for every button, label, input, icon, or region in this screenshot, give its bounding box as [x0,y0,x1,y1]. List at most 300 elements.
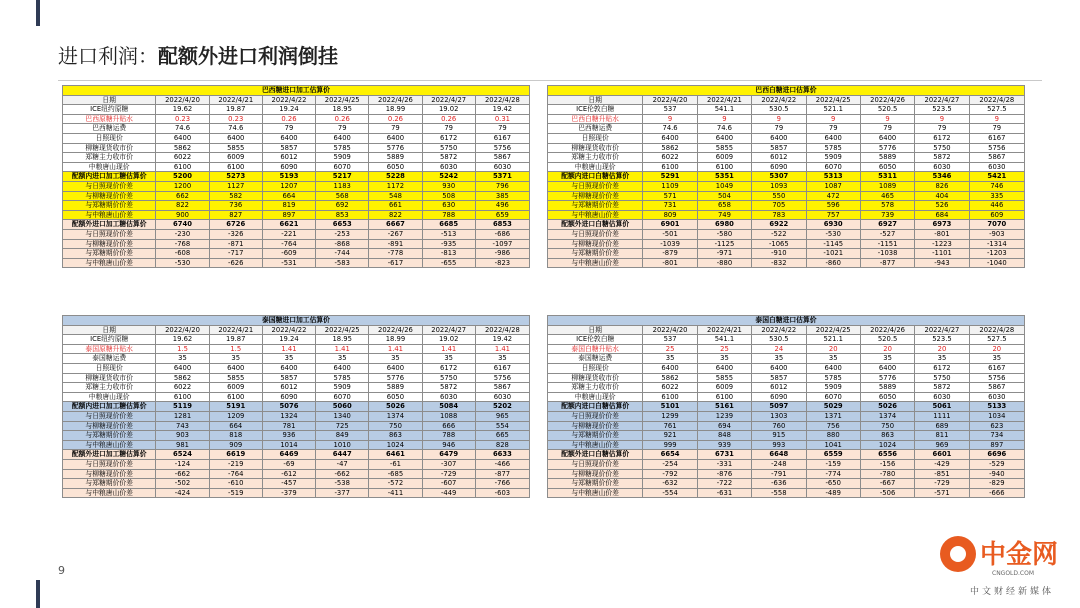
table-cell: 5776 [369,373,422,383]
table-cell: 5889 [369,153,422,163]
table-cell: 79 [915,124,969,134]
table-cell: -1040 [969,258,1024,268]
table-cell: 5785 [806,373,860,383]
table-cell: 6400 [369,363,422,373]
table-cell: 2022/4/26 [369,325,422,335]
table-cell: 5202 [475,402,529,412]
row-label: 与郑糖期价价差 [63,479,156,489]
table-row [548,105,1025,115]
table-cell: 79 [752,124,806,134]
table-cell: 6167 [475,363,529,373]
table-cell: -538 [316,479,369,489]
table-cell: 2022/4/22 [262,95,315,105]
table-cell: 6619 [209,450,262,460]
table-cell: 2022/4/22 [752,95,806,105]
table-cell: 1.41 [369,344,422,354]
table-cell: -813 [422,249,475,259]
table-cell: 6400 [806,363,860,373]
row-label: 与柳糖现价价差 [548,421,643,431]
row-label: 与柳糖现价价差 [548,469,643,479]
row-label: 与中粮唐山价差 [63,258,156,268]
table-cell: -879 [643,249,697,259]
table-cell: 749 [697,210,751,220]
table-cell: -722 [697,479,751,489]
table-cell: -1314 [969,239,1024,249]
table-cell: 5756 [475,143,529,153]
table-cell: 756 [806,421,860,431]
row-label: 与日照现价价差 [63,411,156,421]
table-cell: -876 [697,469,751,479]
table-cell: 743 [156,421,209,431]
table-cell: -583 [316,258,369,268]
table-cell: -764 [209,469,262,479]
row-label: 郑糖主力收市价 [548,383,643,393]
table-cell: -823 [475,258,529,268]
table-cell: 5872 [915,383,969,393]
table-cell: 35 [752,354,806,364]
table-cell: 9 [860,114,914,124]
table-cell: 6070 [806,162,860,172]
table-row [63,143,530,153]
table-cell: -424 [156,488,209,498]
table-cell: 6167 [969,363,1024,373]
table-cell: 6400 [316,133,369,143]
table-cell: 6524 [156,450,209,460]
table-row [63,105,530,115]
row-label: 与中粮唐山价差 [548,440,643,450]
table-title: 泰国糖进口加工估算价 [63,316,530,326]
table-cell: 1172 [369,181,422,191]
table-cell: 1303 [752,411,806,421]
table-cell: 725 [316,421,369,431]
table-cell: 2022/4/20 [643,325,697,335]
table-cell: 6012 [752,153,806,163]
table-cell: 1183 [316,181,369,191]
table-cell: 35 [369,354,422,364]
table-cell: 6400 [156,133,209,143]
table-cell: 5855 [209,373,262,383]
table-cell: 863 [860,431,914,441]
table-cell: 694 [697,421,751,431]
table-cell: 35 [806,354,860,364]
table-cell: -617 [369,258,422,268]
table-cell: 6400 [752,363,806,373]
table-cell: 863 [369,431,422,441]
row-label: 与中粮唐山价差 [548,210,643,220]
table-cell: 5855 [697,143,751,153]
table-cell: 6400 [697,133,751,143]
table-cell: -530 [806,229,860,239]
table-cell: 5750 [915,143,969,153]
table-cell: -868 [316,239,369,249]
table-cell: -860 [806,258,860,268]
table-row [548,402,1025,412]
row-label: 与郑糖期价价差 [548,431,643,441]
table-cell: 404 [915,191,969,201]
table-cell: 35 [860,354,914,364]
table-cell: 822 [369,210,422,220]
table-cell: 6447 [316,450,369,460]
table-row [548,479,1025,489]
table-cell: 5855 [209,143,262,153]
table-cell: 5857 [752,373,806,383]
table-cell: 6030 [969,162,1024,172]
table-cell: 1.41 [475,344,529,354]
row-label: 与柳糖现价价差 [63,239,156,249]
table-cell: -1101 [915,249,969,259]
table-cell: 79 [806,124,860,134]
table-cell: 1109 [643,181,697,191]
table-cell: 537 [643,335,697,345]
row-label: 柳糖现货收市价 [63,143,156,153]
row-label: 泰国糖运费 [548,354,643,364]
table-row [548,249,1025,259]
table-cell: -572 [369,479,422,489]
table-cell: -880 [697,258,751,268]
table-cell: -571 [915,488,969,498]
table-cell: 2022/4/25 [806,325,860,335]
table-cell: 6022 [156,383,209,393]
table-cell: 6400 [643,363,697,373]
table-cell: 692 [316,201,369,211]
table-cell: -607 [422,479,475,489]
table-cell: 936 [262,431,315,441]
table-row [63,411,530,421]
row-label: ICE纽约原糖 [63,105,156,115]
table-cell: -609 [262,249,315,259]
table-cell: 5889 [860,383,914,393]
table-cell: 1014 [262,440,315,450]
table-cell: 5756 [969,373,1024,383]
table-cell: -903 [969,229,1024,239]
table-header-row [548,325,1025,335]
table-cell: -610 [209,479,262,489]
table-cell: 2022/4/20 [156,325,209,335]
table-cell: 541.1 [697,335,751,345]
table-cell: -1151 [860,239,914,249]
table-cell: 811 [915,431,969,441]
table-cell: 496 [475,201,529,211]
row-label: 中粮唐山现价 [63,162,156,172]
table-cell: 5200 [156,172,209,182]
table-cell: 5867 [475,153,529,163]
row-label: 柳糖现货收市价 [548,373,643,383]
table-cell: 523.5 [915,335,969,345]
table-cell: 2022/4/21 [209,325,262,335]
table-cell: 2022/4/21 [697,95,751,105]
table-cell: 5371 [475,172,529,182]
table-cell: 6009 [209,153,262,163]
table-cell: 705 [752,201,806,211]
row-label: 郑糖主力收市价 [63,153,156,163]
table-cell: 659 [475,210,529,220]
row-label: 与日照现价价差 [63,181,156,191]
table-cell: 5855 [697,373,751,383]
table-cell: -910 [752,249,806,259]
table-cell: 5872 [422,383,475,393]
top-accent-bar [36,0,40,26]
row-label: 与郑糖期价价差 [548,201,643,211]
table-cell: 578 [860,201,914,211]
table-cell: 5084 [422,402,475,412]
table-row [63,229,530,239]
table-cell: 1.5 [209,344,262,354]
table-row [63,210,530,220]
table-cell: 550 [752,191,806,201]
table-cell: 6100 [643,392,697,402]
table-cell: 6400 [209,363,262,373]
logo-slogan: 中文财经新媒体 [970,587,1055,597]
row-label: 日期 [548,325,643,335]
row-label: 日期 [63,325,156,335]
table-cell: 19.24 [262,335,315,345]
table-cell: 19.62 [156,335,209,345]
table-cell: 664 [262,191,315,201]
table-cell: 2022/4/27 [915,95,969,105]
table-cell: 2022/4/20 [156,95,209,105]
table-cell: 6090 [262,392,315,402]
table-row [63,220,530,230]
table-cell: 5889 [860,153,914,163]
table-cell: 6050 [369,162,422,172]
table-cell: 6400 [860,363,914,373]
table-cell: 969 [915,440,969,450]
table-cell: 568 [316,191,369,201]
table-row [548,431,1025,441]
table-row [63,479,530,489]
table-cell: -666 [969,488,1024,498]
table-thai-white-sugar [547,315,1025,498]
row-label: 柳糖现货收市价 [63,373,156,383]
table-row [548,258,1025,268]
table-cell: 2022/4/27 [915,325,969,335]
table-cell: 5026 [860,402,914,412]
table-cell: 5862 [643,373,697,383]
table-cell: 504 [697,191,751,201]
table-cell: -230 [156,229,209,239]
table-cell: 79 [475,124,529,134]
table-cell: 5867 [969,153,1024,163]
table-cell: 761 [643,421,697,431]
table-cell: -829 [969,479,1024,489]
table-cell: -326 [209,229,262,239]
table-cell: 5133 [969,402,1024,412]
table-cell: 6556 [860,450,914,460]
row-label: 与柳糖现价价差 [63,469,156,479]
table-cell: 385 [475,191,529,201]
row-label: 与中粮唐山价差 [548,258,643,268]
table-cell: 6030 [915,392,969,402]
table-cell: 74.6 [156,124,209,134]
table-cell: 35 [697,354,751,364]
table-cell: 848 [697,431,751,441]
row-label: 与中粮唐山价差 [63,488,156,498]
table-cell: 537 [643,105,697,115]
row-label: 配额内进口加工糖估算价 [63,172,156,182]
table-cell: 783 [752,210,806,220]
table-row [548,469,1025,479]
table-row [548,335,1025,345]
table-cell: 9 [915,114,969,124]
table-row [548,392,1025,402]
table-header-row [63,325,530,335]
table-cell: -501 [643,229,697,239]
row-label: 与柳糖现价价差 [63,191,156,201]
table-cell: 2022/4/25 [806,95,860,105]
table-cell: 828 [475,440,529,450]
table-cell: 689 [915,421,969,431]
table-cell: 630 [422,201,475,211]
table-cell: 5228 [369,172,422,182]
row-label: 中粮唐山现价 [548,162,643,172]
table-cell: 6030 [422,162,475,172]
row-label: 与郑糖期价价差 [548,249,643,259]
table-cell: 1207 [262,181,315,191]
table-cell: 5061 [915,402,969,412]
table-cell: 5776 [369,143,422,153]
table-brazil-white-sugar [547,85,1025,268]
table-cell: 788 [422,210,475,220]
table-cell: 520.5 [860,105,914,115]
table-cell: 5909 [316,383,369,393]
table-row [548,383,1025,393]
table-cell: 6050 [860,162,914,172]
table-row [548,229,1025,239]
table-cell: 0.31 [475,114,529,124]
table-cell: 0.26 [422,114,475,124]
table-cell: 965 [475,411,529,421]
row-label: 日照现价 [63,363,156,373]
row-label: 郑糖主力收市价 [63,383,156,393]
table-cell: 35 [915,354,969,364]
table-cell: -612 [262,469,315,479]
table-cell: 6100 [697,162,751,172]
table-cell: -219 [209,459,262,469]
table-cell: 1.41 [262,344,315,354]
table-cell: 796 [475,181,529,191]
table-cell: 6400 [697,363,751,373]
table-cell: 6050 [369,392,422,402]
table-row [548,162,1025,172]
table-cell: 5060 [316,402,369,412]
table-row [63,431,530,441]
row-label: 与日照现价价差 [63,459,156,469]
table-cell: 35 [209,354,262,364]
table-row [548,114,1025,124]
table-cell: 5857 [752,143,806,153]
table-cell: -764 [262,239,315,249]
table-row [63,124,530,134]
table-cell: -877 [475,469,529,479]
table-cell: 79 [860,124,914,134]
table-cell: -47 [316,459,369,469]
table-cell: 5161 [697,402,751,412]
table-cell: 1127 [209,181,262,191]
table-cell: 465 [860,191,914,201]
row-label: 日期 [63,95,156,105]
row-label: 与郑糖期价价差 [63,201,156,211]
table-cell: 939 [697,440,751,450]
table-cell: 2022/4/22 [752,325,806,335]
table-cell: 1.41 [422,344,475,354]
table-cell: 5862 [156,143,209,153]
table-cell: 5421 [969,172,1024,182]
table-cell: 521.1 [806,105,860,115]
table-cell: 6400 [209,133,262,143]
table-cell: 5872 [422,153,475,163]
table-cell: 5756 [475,373,529,383]
table-cell: 18.95 [316,335,369,345]
row-label: 与郑糖期价价差 [63,431,156,441]
table-cell: -1039 [643,239,697,249]
table-cell: 5750 [422,143,475,153]
table-cell: -717 [209,249,262,259]
table-cell: 853 [316,210,369,220]
table-title: 巴西白糖进口估算价 [548,86,1025,96]
table-cell: 981 [156,440,209,450]
table-header-row [63,95,530,105]
table-cell: 19.62 [156,105,209,115]
table-cell: 1340 [316,411,369,421]
table-cell: 79 [262,124,315,134]
table-row [548,143,1025,153]
table-cell: 2022/4/26 [369,95,422,105]
table-row [63,344,530,354]
table-cell: 19.42 [475,105,529,115]
row-label: 泰国糖运费 [63,354,156,364]
table-cell: 5307 [752,172,806,182]
table-cell: 20 [860,344,914,354]
table-cell: 7070 [969,220,1024,230]
table-cell: 5750 [915,373,969,383]
table-cell: -778 [369,249,422,259]
table-cell: 19.02 [422,105,475,115]
row-label: 与中粮唐山价差 [548,488,643,498]
table-row [63,402,530,412]
table-cell: 5776 [860,143,914,153]
table-cell: 6172 [422,133,475,143]
table-cell: -774 [806,469,860,479]
table-title-row [548,86,1025,96]
table-cell: 2022/4/25 [316,95,369,105]
table-cell: -729 [422,469,475,479]
table-cell: -580 [697,229,751,239]
table-cell: 1.5 [156,344,209,354]
table-cell: -1021 [806,249,860,259]
table-cell: 79 [316,124,369,134]
table-cell: -156 [860,459,914,469]
table-cell: 6621 [262,220,315,230]
table-cell: -780 [860,469,914,479]
row-label: ICE伦敦白糖 [548,335,643,345]
table-cell: 20 [969,344,1024,354]
table-cell: -254 [643,459,697,469]
table-cell: 664 [209,421,262,431]
table-cell: -871 [209,239,262,249]
row-label: 配额外进口白糖估算价 [548,220,643,230]
table-cell: 571 [643,191,697,201]
table-cell: -1065 [752,239,806,249]
table-cell: 6973 [915,220,969,230]
table-cell: 6172 [915,363,969,373]
table-cell: 5862 [156,373,209,383]
table-cell: -253 [316,229,369,239]
table-cell: 6172 [422,363,475,373]
table-cell: -267 [369,229,422,239]
table-row [548,201,1025,211]
table-cell: 6648 [752,450,806,460]
table-title: 泰国白糖进口估算价 [548,316,1025,326]
